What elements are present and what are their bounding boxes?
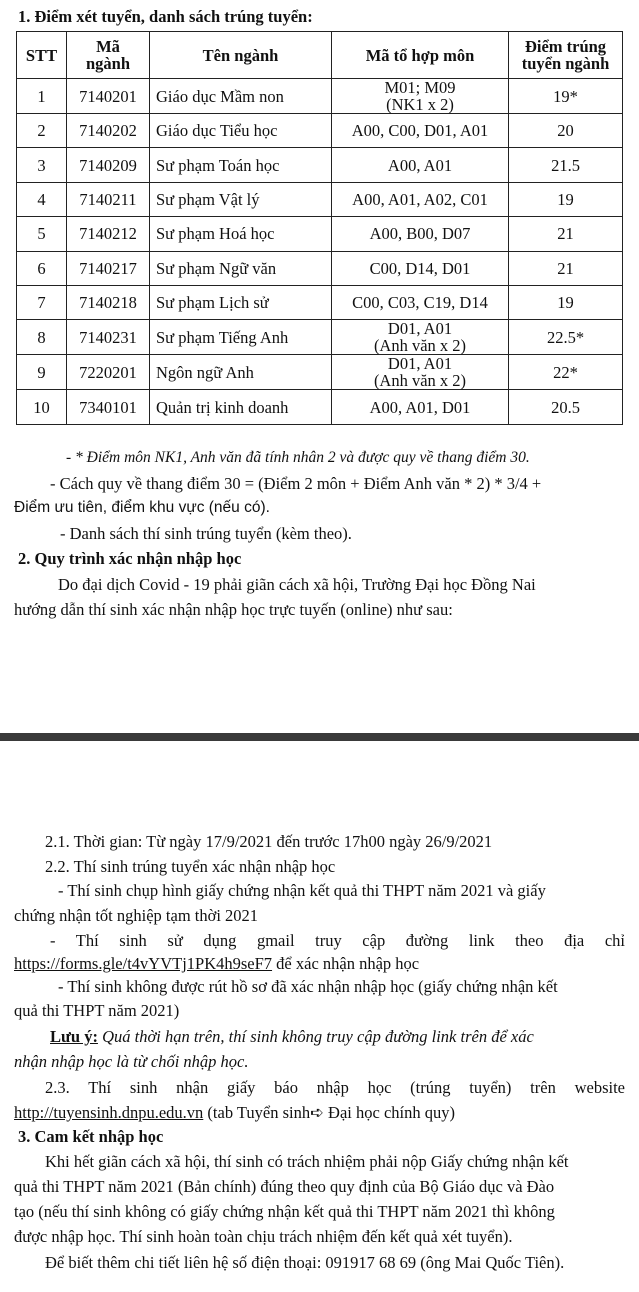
table-row [17,79,623,114]
cell-stt: 7 [17,285,67,319]
table-row [17,251,623,285]
cell-stt: 4 [17,182,67,216]
table-row [17,217,623,251]
cell-to-hop: C00, C03, C19, D14 [332,285,509,319]
cell-ten-nganh: Sư phạm Lịch sử [150,285,332,319]
cell-ma-nganh: 7140231 [67,320,150,355]
cell-diem: 22* [509,355,623,390]
document-page-bottom [0,741,639,1292]
header-ten-nganh: Tên ngành [150,32,332,79]
header-ma-nganh: Mã ngành [67,32,150,79]
cell-ten-nganh: Sư phạm Vật lý [150,182,332,216]
cell-ma-nganh: 7140201 [67,79,150,114]
bullet-photo-line1: - Thí sinh chụp hình giấy chứng nhận kết quả thi THPT năm 2021 và giấy [58,881,546,900]
warning-line1: Lưu ý: Quá thời hạn trên, thí sinh không truy cập đường link trên để xác [50,1027,534,1046]
cell-to-hop: A00, A01, A02, C01 [332,182,509,216]
section3-paragraph-line4: được nhập học. Thí sinh hoàn toàn chịu trách nhiệm đến kết quả xét tuyển). [14,1227,513,1246]
cell-stt: 3 [17,148,67,182]
table-header-row [17,32,623,79]
table-body [17,79,623,425]
section2-heading: 2. Quy trình xác nhận nhập học [18,549,242,568]
cell-ten-nganh: Sư phạm Ngữ văn [150,251,332,285]
cell-diem: 22.5* [509,320,623,355]
header-diem: Điểm trúng tuyển ngành [509,32,623,79]
note-conversion-line2: Điểm ưu tiên, điểm khu vực (nếu có). [14,499,270,516]
cell-ten-nganh: Sư phạm Tiếng Anh [150,320,332,355]
cell-ma-nganh: 7340101 [67,390,150,424]
bullet-no-withdraw-line2: quả thi THPT năm 2021) [14,1001,180,1020]
table-row [17,114,623,148]
notice-line2: http://tuyensinh.dnpu.edu.vn (tab Tuyển sinh➪ Đại học chính quy) [14,1103,455,1122]
cell-diem: 21 [509,251,623,285]
bullet-no-withdraw-line1: - Thí sinh không được rút hồ sơ đã xác nhận nhập học (giấy chứng nhận kết [58,977,558,996]
table-row [17,148,623,182]
section3-paragraph-line3: tạo (nếu thí sinh không có giấy chứng nhận kết quả thi THPT năm 2021 thì không [14,1202,555,1221]
cell-stt: 2 [17,114,67,148]
cell-stt: 5 [17,217,67,251]
cell-diem: 19 [509,285,623,319]
cell-diem: 21 [509,217,623,251]
table-row [17,182,623,216]
cell-stt: 1 [17,79,67,114]
table-row [17,320,623,355]
cell-to-hop: A00, A01 [332,148,509,182]
cell-ten-nganh: Giáo dục Tiểu học [150,114,332,148]
cell-ma-nganh: 7140211 [67,182,150,216]
warning-label: Lưu ý: [50,1027,98,1046]
table-row [17,355,623,390]
header-to-hop: Mã tổ hợp môn [332,32,509,79]
cell-to-hop: A00, C00, D01, A01 [332,114,509,148]
website-link[interactable]: http://tuyensinh.dnpu.edu.vn [14,1103,204,1122]
contact-info: Để biết thêm chi tiết liên hệ số điện thoại: 091917 68 69 (ông Mai Quốc Tiên). [45,1253,565,1272]
cell-ten-nganh: Quản trị kinh doanh [150,390,332,424]
cell-diem: 20.5 [509,390,623,424]
section2-intro-line1: Do đại dịch Covid - 19 phải giãn cách xã hội, Trường Đại học Đồng Nai [58,575,536,594]
header-stt: STT [17,32,67,79]
note-coefficient: - * Điểm môn NK1, Anh văn đã tính nhân 2 và được quy về thang điểm 30. [66,449,530,466]
warning-line2: nhận nhập học là từ chối nhập học. [14,1052,249,1071]
cell-ma-nganh: 7140202 [67,114,150,148]
cell-to-hop: A00, A01, D01 [332,390,509,424]
cell-ma-nganh: 7140209 [67,148,150,182]
admission-score-table [16,31,623,425]
bullet-gmail-line1: - Thí sinh sử dụng gmail truy cập đường link theo địa chỉ [50,931,625,950]
cell-ten-nganh: Sư phạm Toán học [150,148,332,182]
cell-stt: 6 [17,251,67,285]
table-row [17,285,623,319]
notice-line1: 2.3. Thí sinh nhận giấy báo nhập học (trúng tuyển) trên website [45,1078,625,1097]
cell-ten-nganh: Sư phạm Hoá học [150,217,332,251]
note-candidate-list: - Danh sách thí sinh trúng tuyển (kèm theo). [60,524,352,543]
note-conversion-line1: - Cách quy về thang điểm 30 = (Điểm 2 môn + Điểm Anh văn * 2) * 3/4 + [50,474,542,493]
page-separator [0,733,639,741]
section3-heading: 3. Cam kết nhập học [18,1127,164,1146]
cell-ma-nganh: 7140218 [67,285,150,319]
table-row [17,390,623,424]
section3-paragraph-line2: quả thi THPT năm 2021 (Bản chính) đúng theo quy định của Bộ Giáo dục và Đào [14,1177,555,1196]
cell-diem: 19* [509,79,623,114]
cell-stt: 10 [17,390,67,424]
section1-heading: 1. Điểm xét tuyển, danh sách trúng tuyển: [18,7,313,26]
section3-paragraph-line1: Khi hết giãn cách xã hội, thí sinh có trách nhiệm phải nộp Giấy chứng nhận kết [45,1152,569,1171]
cell-to-hop: M01; M09 (NK1 x 2) [332,79,509,114]
cell-diem: 19 [509,182,623,216]
bullet-gmail-line2: https://forms.gle/t4vYVTj1PK4h9seF7 để xác nhận nhập học [14,954,420,973]
cell-ten-nganh: Giáo dục Mầm non [150,79,332,114]
cell-to-hop: C00, D14, D01 [332,251,509,285]
cell-to-hop: D01, A01 (Anh văn x 2) [332,355,509,390]
cell-diem: 20 [509,114,623,148]
cell-to-hop: A00, B00, D07 [332,217,509,251]
cell-to-hop: D01, A01 (Anh văn x 2) [332,320,509,355]
confirm-heading: 2.2. Thí sinh trúng tuyển xác nhận nhập học [45,857,336,876]
cell-stt: 9 [17,355,67,390]
section2-intro-line2: hướng dẫn thí sinh xác nhận nhập học trực tuyến (online) như sau: [14,600,453,619]
cell-ma-nganh: 7140212 [67,217,150,251]
cell-stt: 8 [17,320,67,355]
cell-ma-nganh: 7140217 [67,251,150,285]
cell-diem: 21.5 [509,148,623,182]
cell-ma-nganh: 7220201 [67,355,150,390]
cell-ten-nganh: Ngôn ngữ Anh [150,355,332,390]
forms-link[interactable]: https://forms.gle/t4vYVTj1PK4h9seF7 [14,954,273,973]
time-period: 2.1. Thời gian: Từ ngày 17/9/2021 đến trước 17h00 ngày 26/9/2021 [45,832,493,851]
bullet-photo-line2: chứng nhận tốt nghiệp tạm thời 2021 [14,906,259,925]
